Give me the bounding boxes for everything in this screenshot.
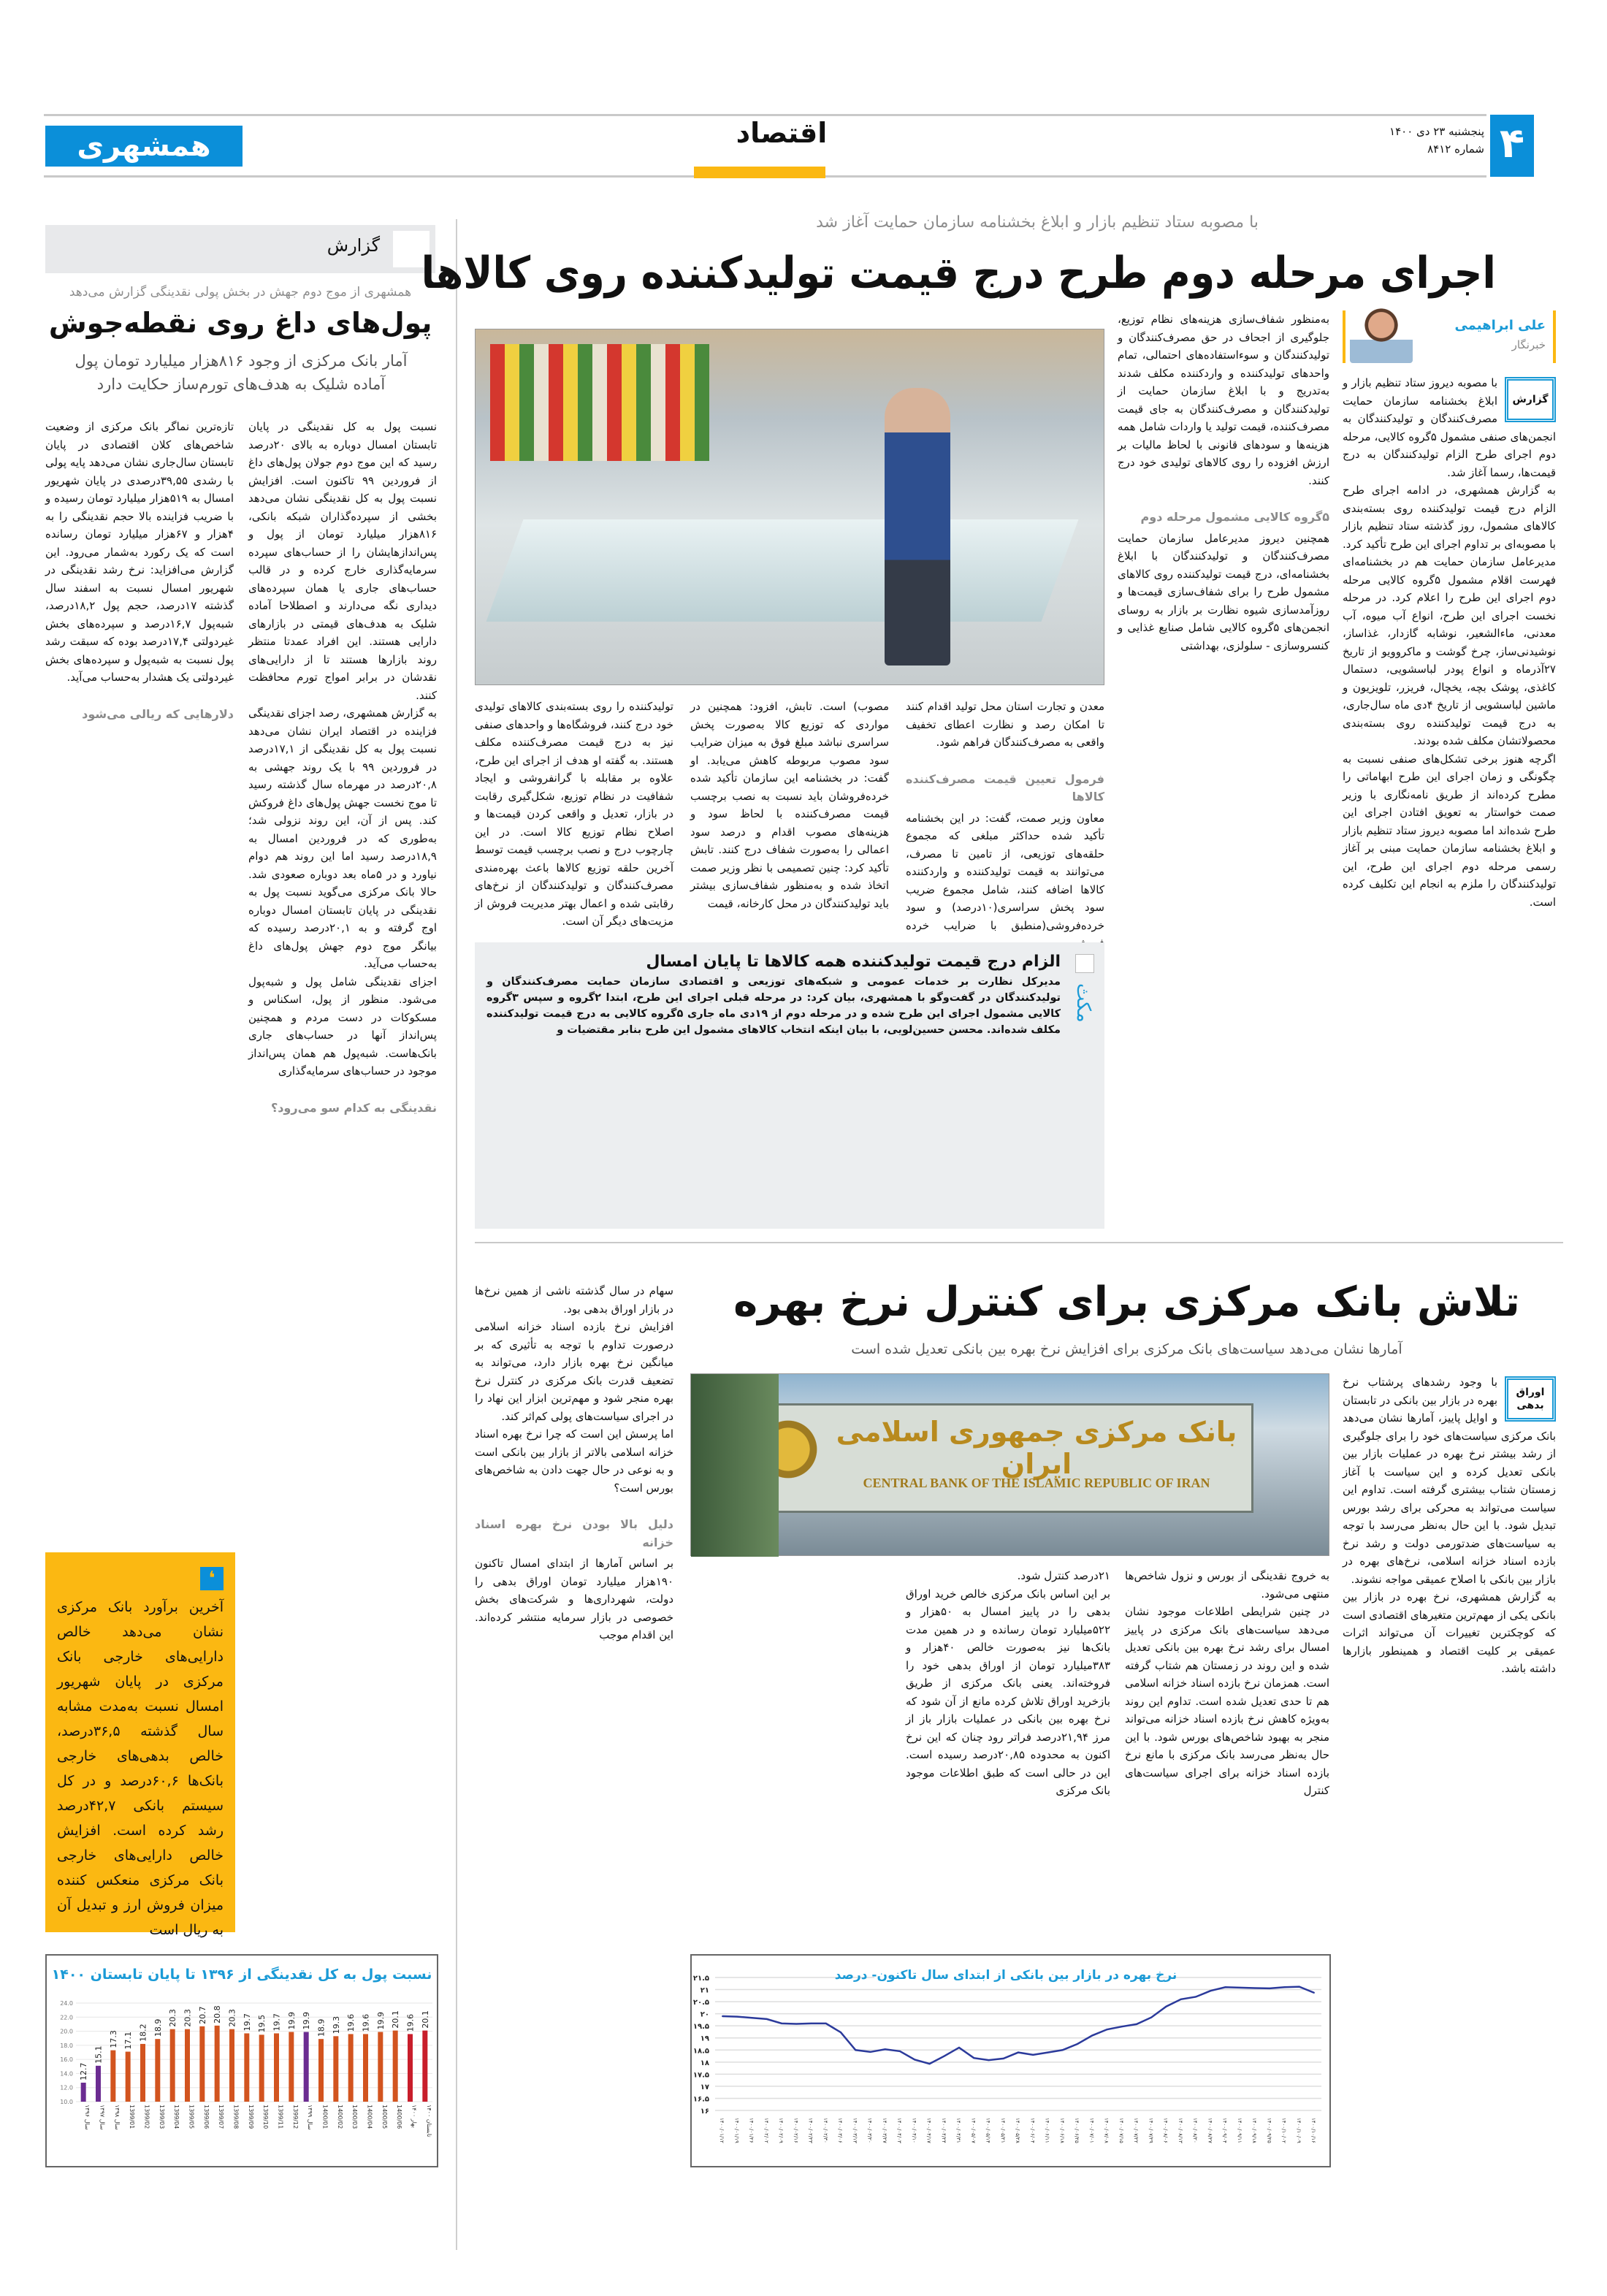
data-label: 19.6 [405,2013,416,2032]
data-label: 20.3 [183,2009,193,2027]
x-tick-label: ۱۴۰۰/۱۰/۱۶ [1310,2118,1316,2143]
y-tick-label: 16.0 [60,2056,73,2064]
x-tick-label: ۱۴۰۰/۰۹/۲۵ [1266,2118,1272,2143]
y-tick-label: ۱۷ [700,2083,709,2091]
bank-sign [742,1403,1253,1513]
article1-kicker: با مصوبه ستاد تنظیم بازار و ابلاغ بخشنامه سازمان حمایت آغاز شد [816,213,1259,232]
column-divider [456,219,457,2250]
y-tick-label: ۱۶.۵ [692,2095,709,2104]
y-tick-label: ۲۱ [700,1986,709,1995]
data-label: 19.9 [302,2012,312,2030]
bar [318,2039,324,2102]
report-tag: گزارش [1505,377,1556,422]
data-point [855,2049,856,2051]
data-label: 19.3 [331,2015,341,2034]
paragraph: اما پرسش این است که چرا نرخ بهره اسناد خزانه اسلامی بالاتر از بازار بین بانکی است و به نوعی در حال جهت دادن به شاخص‌های بورس است؟ [475,1427,673,1495]
article1-column-1 [1343,374,1556,1229]
y-tick-label: ۲۱.۵ [692,1975,709,1983]
paragraph: به گزارش همشهری، نرخ بهره در بازار بین بانکی یکی از مهم‌ترین متغیرهای اقتصادی است که کوچکترین تغییرات آن می‌تواند اثرات عمیقی بر کلیت اقتصاد و همینطور بازارها داشته باشد. [1343,1590,1556,1675]
data-label: 19.5 [257,2014,267,2033]
data-point [958,2047,960,2048]
bar [244,2033,249,2102]
x-tick-label: ۱۴۰۰/۰۱/۲۶ [748,2118,755,2143]
x-tick-label: ۱۴۰۰/۰۲/۳۰ [822,2118,828,2143]
freezer-counter [486,519,1079,622]
paragraph: تولیدکننده را روی بسته‌بندی کالاهای تولیدی خود درج کنند، فروشگاه‌ها و واحدهای صنفی نیز به درج قیمت مصرف‌کننده مکلف هستند. به گفته او هدف از اجرای این طرح، علاوه بر مقابله با گرانفروشی و ایجاد شفافیت در نظام توزیع، شکل‌گیری رقابت در بازار، تعدیل و واقعی کردن قیمت‌ها و اصلاح نظام توزیع کالا است. در این چارچوب درج و نصب برچسب قیمت توسط آخرین حلقه توزیع کالاها باعث بهره‌مندی مصرف‌کنندگان و تولیدکنندگان از نرخ‌های رقابتی شده و اعمال بهتر مدیریت فروش از مزیت‌های دیگر آن است. [475,700,673,928]
article-separator [475,1242,1563,1243]
article2-column-1 [1343,1373,1556,2246]
sidebar-kicker: همشهری از موج دوم جهش در بخش پولی نقدینگی گزارش می‌دهد [69,285,412,300]
data-point [811,2023,812,2024]
subheading: نقدینگی به کدام سو می‌رود؟ [270,1100,437,1115]
data-label: 20.3 [168,2009,178,2027]
article2-headline-wrap [690,1271,1563,1334]
data-label: 18.9 [316,2018,327,2037]
bar [155,2039,160,2102]
callout-text: آخرین برآورد بانک مرکزی نشان می‌دهد خالص دارایی‌های خارجی بانک مرکزی در پایان شهریور امسال نسبت به‌مدت مشابه سال گذشته ۳۶,۵درصد، خالص بدهی‌های خارجی بانک‌ها ۶۰,۶درصد و در کل سیستم بانکی ۴۲,۷درصد رشد کرده است. افزایش خالص دارایی‌های خارجی بانک مرکزی منعکس کننده میزان فروش ارز و تبدیل آن به ریال است [57,1599,224,1938]
x-tick-label: سال ۱۳۹۹ [307,2105,314,2130]
bar [378,2032,383,2102]
bar [363,2034,368,2102]
page-number: ۴ [1490,115,1534,177]
paragraph: معدن و تجارت استان محل تولید اقدام کنند تا امکان رصد و نظارت اعطای تخفیف واقعی به مصرف‌کنندگان فراهم شود. [906,700,1104,749]
x-tick-label: ۱۴۰۰/۰۲/۱۶ [793,2118,799,2143]
y-tick-label: 20.0 [60,2028,73,2035]
paragraph: به‌منظور شفاف‌سازی هزینه‌های نظام توزیع، جلوگیری از اجحاف در حق مصرف‌کنندگان و تولیدکنندگان و سوءاستفاده‌های احتمالی، تمام واحدهای تولیدکننده و واردکننده مکلف شدند به‌تدریج و با ابلاغ سازمان حمایت از تولیدکنندگان و مصرف‌کنندگان به جای قیمت مصرف‌کننده، قیمت تولید یا واردات شامل همه هزینه‌ها و سودهای قانونی با لحاظ مالیات بر ارزش افزوده را روی کالاهای تولیدی خود درج کنند. [1118,313,1329,487]
data-label: 19.7 [242,2013,252,2032]
bar [126,2052,131,2102]
data-label: 19.9 [375,2012,386,2030]
section-title: اقتصاد [736,117,828,149]
shopper-figure [885,388,950,665]
paragraph: با وجود رشدهای پرشتاب نرخ بهره در بازار بین بانکی در تابستان و اوایل پاییز، آمارها نشان می‌دهد بانک مرکزی سیاست‌های خود را برای جلوگیری از رشد بیشتر نرخ بهره در عملیات بازار بین بانکی تعدیل کرده و این سیاست با آغاز زمستان شتاب بیشتری گرفته است. تداوم این سیاست می‌تواند به محرکی برای رشد بورس تبدیل شود. با این حال به‌نظر می‌رسد با توجه به سیاست‌های ضدتورمی دولت و رشد نرخ بازده اسناد خزانه اسلامی، نرخ‌های بهره در بازار بین بانکی با اصلاح عمیقی مواجه نشوند. [1343,1376,1556,1586]
bonds-tag: اوراق بدهی [1505,1376,1556,1422]
x-tick-label: 1400/02 [336,2105,343,2129]
sidebar-callout [45,1552,235,1938]
issue-info [1359,123,1484,158]
y-tick-label: 14.0 [60,2070,73,2078]
x-tick-label: ۱۴۰۰/۰۶/۱۸ [1058,2118,1065,2143]
x-tick-label: ۱۴۰۰/۰۵/۰۷ [970,2118,977,2143]
box-title: الزام درج قیمت تولیدکننده همه کالاها تا پایان امسال [646,953,1061,971]
paragraph: ۲۱درصد کنترل شود. [1017,1569,1110,1582]
y-tick-label: ۲۰.۵ [692,1999,709,2007]
data-point [825,2023,827,2024]
x-tick-label: ۱۴۰۰/۰۹/۰۴ [1221,2118,1228,2143]
x-tick-label: 1399/05 [188,2105,195,2129]
bar [422,2031,427,2102]
x-tick-label: 1399/02 [143,2105,150,2129]
data-label: 20.1 [391,2010,401,2029]
x-tick-label: ۱۴۰۰/۰۳/۰۶ [837,2118,843,2143]
data-point [1240,1987,1241,1988]
sidebar-tag: گزارش [327,235,380,256]
x-tick-label: ۱۴۰۰/۰۸/۲۷ [1207,2118,1213,2143]
data-point [1018,2052,1019,2053]
subheading: دلیل بالا بودن نرخ بهره اسناد خزانه [475,1517,673,1549]
data-point [1091,2034,1093,2036]
x-tick-label: ۱۴۰۰/۰۷/۱۵ [1118,2118,1124,2143]
data-label: 20.7 [197,2006,207,2024]
sidebar-headline-wrap [45,307,435,339]
quote-icon: ❛ [200,1567,224,1590]
x-tick-label: ۱۴۰۰/۰۹/۱۸ [1251,2118,1257,2143]
x-tick-label: 1400/03 [351,2105,359,2129]
bar [140,2044,145,2102]
paragraph: سهام در سال گذشته ناشی از همین نرخ‌ها در بازار اوراق بدهی بود. [475,1284,673,1316]
x-tick-label: بهار ۱۴۰۰ [411,2105,418,2128]
paragraph: در چنین شرایطی اطلاعات موجود نشان می‌دهد سیاست‌های بانک مرکزی در پاییز امسال برای رشد نرخ بهره بین بانکی تعدیل شده و این روند در زمستان هم شتاب گرفته است. همزمان نرخ بازده اسناد خزانه اسلامی هم تا حدی تعدیل شده است. تداوم این روند به‌ویژه کاهش نرخ بازده اسناد خزانه می‌تواند منجر به بهبود شاخص‌های بورس شود. با این حال به‌نظر می‌رسد بانک مرکزی با مانع نرخ بازده اسناد خزانه برای اجرای سیاست‌های کنترل [1125,1605,1329,1797]
article1-column-5 [475,698,673,930]
bar [348,2034,354,2102]
data-point [1284,1986,1286,1988]
author-byline [1343,310,1556,363]
x-tick-label: سال ۱۳۹۶ [84,2105,91,2130]
article2-column-left [475,1282,673,2246]
data-label: 19.6 [346,2013,356,2032]
data-point [885,2048,886,2050]
data-point [1121,2026,1123,2027]
author-photo [1350,305,1413,363]
data-label: 18.2 [138,2024,148,2042]
data-point [1166,2006,1167,2007]
central-bank-photo [690,1373,1329,1556]
y-tick-label: ۱۷.۵ [692,2071,709,2080]
bar [199,2026,205,2102]
x-tick-label: ۱۴۰۰/۰۱/۱۲ [719,2118,725,2143]
x-tick-label: 1399/07 [218,2105,225,2129]
sidebar-subhead: آمار بانک مرکزی از وجود ۸۱۶هزار میلیارد تومان پول آماده شلیک به هدف‌های تورم‌ساز حکایت دارد [75,352,408,393]
paragraph: مصوب) است. تابش، افزود: همچنین در مواردی که توزیع کالا به‌صورت پخش سراسری نباشد مبلغ فوق به میزان ضرایب سود مصوب مربوطه کاهش می‌یابد. او گفت: در بخشنامه این سازمان تأکید شده خرده‌فروشان باید نسبت به نصب برچسب قیمت مصرف‌کننده با لحاظ سود و هزینه‌های مصوب اقدام و درصد سود اعمالی را به‌صورت شفاف درج کنند. تابش تأکید کرد: چنین تصمیمی با نظر وزیر صمت اتخاذ شده و به‌منظور شفاف‌سازی بیشتر باید تولیدکنندگان در محل کارخانه، قیمت [690,700,889,910]
subheading: فرمول تعیین قیمت مصرف‌کننده کالاها [906,771,1104,804]
data-point [840,2032,841,2033]
paragraph: معاون وزیر صمت، گفت: در این بخشنامه تأکید شده حداکثر مبلغی که مجموع حلقه‌های توزیعی، از تامین تا مصرف، می‌توانند به قیمت تولیدکننده و واردکننده کالاها اضافه کنند، شامل مجموع ضریب سود پخش سراسری(۱۰درصد) و سود خرده‌فروشی(منطبق با ضرایب خرده [906,811,1104,932]
y-tick-label: ۱۸ [700,2059,709,2067]
x-tick-label: ۱۴۰۰/۰۳/۲۷ [881,2118,888,2143]
data-point [914,2059,915,2061]
data-point [973,2057,974,2059]
sidebar-column-right [248,418,437,1536]
bar [274,2033,279,2102]
x-tick-label: ۱۴۰۰/۰۵/۲۱ [999,2118,1006,2143]
y-tick-label: ۲۰ [700,2010,709,2019]
data-point [795,2024,797,2025]
bar [215,2026,220,2102]
data-point [1047,2052,1049,2053]
bar [185,2029,190,2102]
x-tick-label: سال ۱۳۹۷ [99,2105,106,2130]
paragraph: با مصوبه دیروز ستاد تنظیم بازار و ابلاغ بخشنامه سازمان حمایت مصرف‌کنندگان و تولیدکنندگان به انجمن‌های صنفی مشمول ۵گروه کالایی، مرحله دوم اجرای طرح الزام تولیدکنندگان به درج قیمت‌ها، رسما آغاز شد. [1343,376,1557,479]
article2-column-4 [690,1567,893,1941]
article1-column-4 [690,698,889,930]
data-point [899,2051,901,2052]
y-tick-label: ۱۹.۵ [692,2023,709,2032]
x-tick-label: ۱۴۰۰/۰۹/۱۱ [1236,2118,1243,2143]
data-label: 20.1 [420,2010,430,2029]
x-tick-label: 1399/12 [291,2105,299,2129]
x-tick-label: ۱۴۰۰/۱۰/۰۹ [1295,2118,1302,2143]
bank-sign-english: CENTRAL BANK OF THE ISLAMIC REPUBLIC OF IRAN [863,1476,1210,1490]
tree-foliage [691,1374,779,1557]
x-tick-label: ۱۴۰۰/۰۷/۲۹ [1148,2118,1154,2143]
x-tick-label: ۱۴۰۰/۱۰/۰۲ [1280,2118,1287,2143]
x-tick-label: ۱۴۰۰/۰۸/۰۶ [1162,2118,1169,2143]
data-point [988,2059,990,2061]
x-tick-label: ۱۴۰۰/۰۳/۱۳ [852,2118,858,2143]
subheading: ۵گروه کالایی مشمول مرحله دوم [1140,510,1329,524]
data-point [1269,1988,1270,1989]
bar [408,2034,413,2102]
data-point [752,2017,753,2018]
paragraph: به گزارش همشهری، در ادامه اجرای طرح الزام درج قیمت تولیدکننده روی بسته‌بندی کالاهای مشمول، روز گذشته ستاد تنظیم بازار با مصوبه‌ای بر تداوم اجرای این طرح تأکید کرد. مدیرعامل سازمان حمایت هم در بخشنامه‌ای فهرست اقلام مشمول ۵گروه کالایی مرحله دوم اجرای این طرح را اعلام کرد. در مرحله نخست اجرای این طرح، انواع آب میوه، آب معدنی، ماءالشعیر، نوشابه گازدار، غذاساز، نوشیدنی‌ساز، چرخ گوشت و ماکروویو از تاریخ ۲۷آذرماه و انواع پودر لباسشویی، دستمال کاغذی، پوشک بچه، یخچال، فریزر، تلویزیون و ماشین لباسشویی از تاریخ ۴دی ماه سال‌جاری، به درج قیمت تولیدکننده روی بسته‌بندی محصولاتشان مکلف شده بودند. [1343,484,1557,747]
sidebar-headline: پول‌های داغ روی نقطه‌جوش [48,307,432,339]
x-tick-label: 1400/05 [381,2105,388,2129]
x-tick-label: ۱۴۰۰/۰۴/۳۱ [955,2118,961,2143]
paragraph: افزایش نرخ بازده اسناد خزانه اسلامی درصورت تداوم با توجه به تأثیری که بر میانگین نرخ بهره بازار دارد، می‌تواند به تضعیف قدرت بانک مرکزی در کنترل نرخ بهره منجر شود و مهم‌ترین ابزار این نهاد را در اجرای سیاست‌های پولی کم‌اثر کند. [475,1320,673,1423]
x-tick-label: ۱۴۰۰/۰۴/۰۳ [896,2118,902,2143]
subheading: دلارهایی که ریالی می‌شود [82,706,234,721]
y-tick-label: ۱۹ [700,2034,709,2043]
y-tick-label: ۱۸.۵ [692,2047,709,2056]
x-tick-label: ۱۴۰۰/۰۶/۰۴ [1029,2118,1036,2143]
x-tick-label: ۱۴۰۰/۰۷/۲۲ [1133,2118,1139,2143]
x-tick-label: سال ۱۳۹۸ [113,2105,121,2130]
bank-sign-persian: بانک مرکزی جمهوری اسلامی ایران [836,1416,1237,1480]
data-point [1003,2058,1004,2059]
data-label: 17.1 [123,2032,134,2050]
x-tick-label: ۱۴۰۰/۰۷/۰۱ [1088,2118,1095,2143]
article2-column-2 [1125,1567,1329,1941]
data-label: 17.3 [108,2030,118,2048]
data-label: 20.3 [227,2009,237,2027]
bar [259,2034,264,2102]
author-name: علی ابراهیمی [1454,318,1546,333]
box-text: مدیرکل نظارت بر خدمات عمومی و شبکه‌های توزیعی و اقتصادی سازمان حمایت مصرف‌کنندگان و تولیدکنندگان در گفت‌وگو با همشهری، بیان کرد: در مرحله قبلی اجرای این طرح، ابتدا ۲گروه و سپس ۳گروه کالایی مشمول اجرای این طرح شده و در مرحله دوم از ۱۹دی ماه جاری ۵گروه کالایی به درج قیمت تولیدکننده مکلف شده‌اند. محسن حسین‌لویی، با بیان اینکه انتخاب کالاهای مشمول این طرح بنابر مقتضیات و [486,976,1061,1036]
data-point [766,2018,768,2020]
x-tick-label: ۱۴۰۰/۰۴/۱۰ [911,2118,917,2143]
bar [289,2032,294,2102]
box-marker-icon [1075,954,1094,973]
y-tick-label: 12.0 [60,2084,73,2091]
data-point [1254,1988,1256,1989]
paragraph: به خروج نقدینگی از بورس و نزول شاخص‌ها منتهی می‌شود. [1125,1569,1329,1601]
paragraph: همچنین دیروز مدیرعامل سازمان حمایت مصرف‌کنندگان و تولیدکنندگان با ابلاغ بخشنامه‌ای، درج قیمت تولیدکننده روی کالاهای مشمول طرح را برای شفاف‌سازی قیمت‌ها و روزآمدسازی شیوه نظارت بر بازار به روسای انجمن‌های ۵گروه کالایی شامل صنایع غذایی و کنسروسازی - سلولزی، بهداشتی [1118,531,1329,652]
article1-headline: اجرای مرحله دوم طرح درج قیمت تولیدکننده روی کالاها [421,248,1496,299]
data-label: 19.7 [272,2013,282,2032]
y-tick-label: 24.0 [60,2000,73,2007]
data-label: 19.9 [286,2012,297,2030]
x-tick-label: 1399/08 [232,2105,240,2129]
x-tick-label: 1399/03 [158,2105,165,2129]
x-tick-label: 1400/01 [321,2105,329,2129]
x-tick-label: ۱۴۰۰/۰۲/۰۲ [763,2118,769,2143]
paragraph: به گزارش همشهری، رصد اجزای نقدینگی فزاینده در اقتصاد ایران نشان می‌دهد نسبت پول به کل نقدینگی از ۱۷,۱درصد در فروردین ۹۹ با یک روند جهشی به ۲۰,۸درصد در مهرماه سال گذشته رسید تا موج نخست جهش پول‌های داغ فروکش کند. پس از آن، این روند نزولی شد؛ به‌طوری که در فروردین امسال به ۱۸,۹درصد رسید اما این روند هم دوام نیاورد و در ۵ماه بعد دوباره صعودی شد. حالا بانک مرکزی می‌گوید نسبت پول به نقدینگی در پایان تابستان امسال دوباره اوج گرفته و به ۲۰,۱درصد رسیده که بیانگر موج دوم جهش پول‌های داغ به‌حساب می‌آید. [248,706,438,970]
interbank-rate-chart-svg [692,1956,1329,2166]
data-point [1225,1986,1226,1988]
x-tick-label: 1399/11 [277,2105,284,2129]
paragraph: بر این اساس بانک مرکزی خالص خرید اوراق بدهی را در پاییز امسال به ۵۰هزار و ۵۲۲میلیارد تومان رسانده و در همین مدت بانک‌ها نیز به‌صورت خالص ۴۰هزار و ۳۸۳میلیارد تومان از اوراق بدهی خود را فروخته‌اند. یعنی بانک مرکزی از طریق بازخرید اوراق تلاش کرده مانع از آن شود که نرخ بهره بین بانکی در عملیات بازار باز از مرز ۲۱,۹۴درصد فراتر رود چنان که این نرخ اکنون به محدوده ۲۰,۸۵درصد رسیده است. این در حالی است که طبق اطلاعات موجود بانک مرکزی [906,1587,1111,1797]
x-tick-label: 1399/09 [247,2105,254,2129]
bar [96,2066,101,2102]
sidebar-column-left [45,418,234,1536]
interbank-rate-chart [690,1954,1331,2167]
x-tick-label: 1400/04 [366,2105,373,2129]
article1-column-3 [906,698,1104,930]
data-label: 19.6 [361,2013,371,2032]
x-tick-label: ۱۴۰۰/۰۳/۲۰ [866,2118,873,2143]
data-point [1313,1992,1315,1994]
x-tick-label: تابستان ۱۴۰۰ [425,2105,432,2137]
article2-subhead: آمارها نشان می‌دهد سیاست‌های بانک مرکزی برای افزایش نرخ بهره بین بانکی تعدیل شده است [851,1341,1402,1357]
data-label: 15.1 [93,2045,104,2064]
x-tick-label: ۱۴۰۰/۰۴/۱۷ [925,2118,932,2143]
x-tick-label: ۱۴۰۰/۰۲/۲۳ [807,2118,814,2143]
paragraph: بر اساس آمارها از ابتدای امسال تاکنون ۱۹۰هزار میلیارد تومان اوراق بدهی را دولت، شهرداری‌ها و شرکت‌های بخش خصوصی در بازار سرمایه منتشر کرده‌اند. این اقدام موجب [475,1557,673,1641]
y-tick-label: 10.0 [60,2099,73,2105]
data-point [1032,2054,1034,2056]
money-ratio-chart [45,1954,438,2167]
issue-date: پنجشنبه ۲۳ دی ۱۴۰۰ [1389,125,1484,138]
bar [110,2051,115,2102]
article1-column-2 [1118,310,1329,1229]
chart-title: نرخ بهره در بازار بین بانکی از ابتدای سال تاکنون- درصد [834,1968,1177,1983]
x-tick-label: ۱۴۰۰/۰۶/۱۱ [1044,2118,1050,2143]
x-tick-label: ۱۴۰۰/۰۱/۱۹ [733,2118,740,2143]
bar [393,2031,398,2102]
bar [170,2029,175,2102]
y-tick-label: 22.0 [60,2014,73,2021]
money-ratio-chart-svg [47,1956,437,2166]
data-point [1299,1986,1300,1988]
bar [304,2032,309,2102]
article1-col1-text [1343,374,1556,911]
header-top-rule [44,114,1486,116]
bar [81,2083,86,2102]
box-label: مکث [1072,983,1094,1023]
highlight-box [475,942,1104,1229]
bar [333,2036,338,2102]
bar [229,2029,234,2102]
x-tick-label: 1399/06 [202,2105,210,2129]
data-point [929,2063,931,2064]
supermarket-photo [475,329,1104,685]
y-tick-label: 18.0 [60,2042,73,2049]
data-point [1180,1999,1182,2000]
issue-number: شماره ۸۴۱۲ [1427,142,1484,156]
sidebar-column-right-cont [248,1552,437,1929]
data-point [722,2015,723,2017]
chart-title: نسبت پول به کل نقدینگی از ۱۳۹۶ تا پایان تابستان ۱۴۰۰ [51,1967,432,1983]
x-tick-label: 1399/04 [173,2105,180,2129]
newspaper-logo: همشهری [45,126,243,167]
data-label: 20.8 [213,2005,223,2024]
x-tick-label: 1399/01 [129,2105,136,2129]
paragraph: تازه‌ترین نماگر بانک مرکزی از وضعیت شاخص‌های کلان اقتصادی در پایان تابستان سال‌جاری نشان می‌دهد پایه پولی با رشدی ۳۹,۵۵درصدی در پایان شهریور امسال به ۵۱۹هزار میلیارد تومان رسیده و با ضریب فزاینده بالا حجم نقدینگی را به ۴هزار و ۶۷هزار میلیارد تومان رسانده است که یک رکورد به‌شمار می‌رود. این گزارش می‌افزاید: نرخ رشد نقدینگی در شهریور امسال نسبت به اسفند سال گذشته ۱۷درصد، حجم پول ۱۸,۲درصد، شبه‌پول ۱۶,۷درصد و سپرده‌های بخش غیردولتی ۱۷,۴درصد بوده که سبقت رشد پول نسبت به شبه‌پول و سپرده‌های بخش غیردولتی یک هشدار به‌حساب می‌آید. [45,420,234,684]
article1-headline-wrap [421,241,1556,305]
data-point [1195,1996,1196,1997]
data-point [781,2023,782,2024]
data-label: 12.7 [79,2062,89,2080]
data-label: 18.9 [153,2018,163,2037]
x-tick-label: ۱۴۰۰/۰۲/۰۹ [778,2118,784,2143]
section-accent-bar [694,167,825,178]
x-tick-label: ۱۴۰۰/۰۸/۱۳ [1177,2118,1183,2143]
data-point [1062,2049,1064,2051]
x-tick-label: ۱۴۰۰/۰۷/۰۸ [1103,2118,1110,2143]
paragraph: نسبت پول به کل نقدینگی در پایان تابستان امسال دوباره به بالای ۲۰درصد رسید که این موج دوم جولان پول‌های داغ از فروردین ۹۹ تاکنون است. افزایش نسبت پول به کل نقدینگی نشان می‌دهد بخشی از سپرده‌گذاران شبکه بانکی، ۸۱۶هزار میلیارد تومان از پول و پس‌اندازهایشان را از حساب‌های سپرده سرمایه‌گذاری خارج کرده و در قالب حساب‌های جاری یا همان سپرده‌های دیداری نگه می‌دارند و اصطلاحا آماده شلیک به هدف‌های قیمتی در بازارهای دارایی هستند. این افراد عمدتا منتظر روند بازارها هستند تا از دارایی‌های نقدشان در برابر امواج تورم محافظت کنند. [248,420,438,702]
article2-column-3 [906,1567,1110,1941]
article2-headline: تلاش بانک مرکزی برای کنترل نرخ بهره [733,1278,1520,1326]
x-tick-label: 1400/06 [396,2105,403,2129]
x-tick-label: 1399/10 [262,2105,270,2129]
paragraph: اجزای نقدینگی شامل پول و شبه‌پول می‌شود. منظور از پول، اسکناس و مسکوکات در دست مردم و همچنین پس‌انداز آنها در حساب‌های جاری بانک‌هاست. شبه‌پول هم همان پس‌انداز موجود در حساب‌های سرمایه‌گذاری [248,975,437,1078]
data-point [870,2051,871,2053]
paragraph: اگرچه هنوز برخی تشکل‌های صنفی نسبت به چگونگی و زمان اجرای این طرح ابهاماتی را مطرح کرده‌اند از طریق نامه‌نگاری با وزیر صمت خواستار به تعویق افتادن اجرای این طرح شده‌اند اما مصوبه دیروز ستاد تنظیم بازار و ابلاغ بخشنامه سازمان حمایت مبنی بر آغاز رسمی مرحله دوم اجرای این طرح، این تولیدکنندگان را ملزم به انجام این تکلیف کرده است. [1343,752,1556,909]
x-tick-label: ۱۴۰۰/۰۵/۲۸ [1015,2118,1020,2143]
data-point [1150,2017,1152,2018]
author-role: خبرنگار [1511,338,1546,351]
data-point [736,2016,738,2018]
x-tick-label: ۱۴۰۰/۰۴/۲۴ [940,2118,947,2143]
data-point [1107,2029,1108,2030]
data-point [1136,2024,1137,2025]
data-point [1077,2043,1078,2045]
shelf-products [490,344,709,461]
data-point [1210,1990,1211,1991]
x-tick-label: ۱۴۰۰/۰۶/۲۵ [1074,2118,1080,2143]
data-point [944,2056,945,2057]
y-tick-label: ۱۶ [700,2108,709,2116]
x-tick-label: ۱۴۰۰/۰۸/۲۰ [1192,2118,1198,2143]
x-tick-label: ۱۴۰۰/۰۵/۱۴ [985,2118,991,2143]
